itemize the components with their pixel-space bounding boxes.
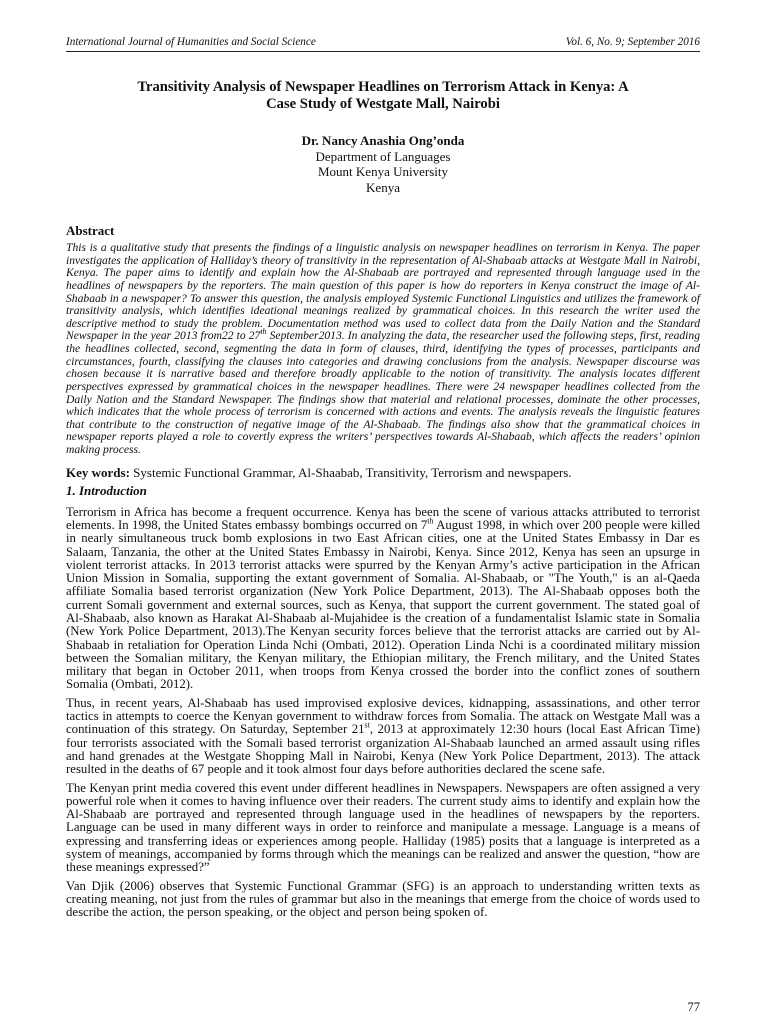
keywords [66,465,700,480]
journal-name: International Journal of Humanities and Social Science [66,36,316,48]
author-department: Department of Languages [315,148,451,164]
paragraph-2-part-b: , 2013 at approximately 12:30 hours (local East African Time) four terrorists associated with the Somali based terrorist organization Al-Shabaab launched an armed assault using rifles and hand grenades at the Westgate Shopping Mall in Nairobi, Kenya (New York Police Department, 2013). The attack resulted in the deaths of 67 people and it took almost four days before authorities declared the scene safe. [66,722,700,777]
paragraph-2-part-a: Thus, in recent years, Al-Shabaab has used improvised explosive devices, kidnapping, assassinations, and other terror tactics in attempts to coerce the Kenyan government to withdraw forces from Somalia. The attack on Westgate Mall was a continuation of this strategy. On Saturday, September 21 [66,695,700,737]
paragraph-2 [66,697,700,777]
paragraph-1 [66,506,700,692]
title-line-1: Transitivity Analysis of Newspaper Headlines on Terrorism Attack in Kenya: A [137,79,629,95]
author-block [66,133,700,195]
paper-title [66,79,700,113]
author-university: Mount Kenya University [318,164,448,179]
abstract-text-part-a: This is a qualitative study that presents the findings of a linguistic analysis on newspaper headlines on terrorism in Kenya. The paper investigates the application of Halliday’s theory of transitivity in the representation of Al-Shabaab attacks at Westgate Mall in Nairobi, Kenya. The paper aims to identify and explain how the Al-Shabaab are portrayed and represented through language used in the headlines of newspapers by the reporters. The main question of this paper is how do reporters in Kenya construct the image of Al-Shabaab in a newspaper? To answer this question, the analysis employed Systemic Functional Linguistics and utilizes the framework of transitivity analysis, which identifies ideational meanings realized by grammatical choices. In this research the writer used the descriptive method to study the problem. Documentation method was used to collect data from the Daily Nation and the Standard Newspaper in the year 2013 from22 to 27 [66,241,700,343]
paragraph-4: Van Djik (2006) observes that Systemic Functional Grammar (SFG) is an approach to understanding written texts as creating meaning, not just from the rules of grammar but also in the meanings that emerge from the choice of words used to describe the action, the person speaking, or the object and person being spoken of. [66,878,700,920]
title-line-2: Case Study of Westgate Mall, Nairobi [266,96,500,112]
abstract-superscript: th [260,327,267,337]
paragraph-1-part-b: August 1998, in which over 200 people were killed in nearly simultaneous truck bomb explosions in two East African cities, one at the United States Embassy in Dar es Salaam, Tanzania, the other at the United States Embassy in Nairobi, Kenya. Since 2012, Kenya has seen an upsurge in violent terrorist attacks. In 2013 terrorist attacks were spurred by the Kenyan Army’s active participation in the African Union Mission in Somalia, supporting the extant government of Somalia. Al-Shabaab, or "The Youth," is an al-Qaeda affiliate Somalia based terrorist organization (New York Police Department, 2013). The Al-Shabaab opposes both the current Somali government and external sources, such as Kenya, that support the current government. The stated goal of Al-Shabaab, also known as Harakat Al-Shabaab al-Mujahidee is the creation of a fundamentalist Islamic state in Somalia (New York Police Department, 2013).The Kenyan security forces believe that the terrorist attacks are carried out by Al-Shabaab in retaliation for Operation Linda Nchi (Ombati, 2012). Operation Linda Nchi is a coordinated military mission between the Somalian military, the Kenyan military, the Ethiopian military, the French military, and the United States military that began in October 2011, when troops from Kenya crossed the border into the conflict zones of southern Somalia (Ombati, 2012). [66,517,700,692]
section-heading-introduction: 1. Introduction [66,482,147,498]
abstract-heading: Abstract [66,223,115,238]
author-country: Kenya [366,179,400,195]
abstract-text-part-b: September2013. In analyzing the data, the researcher used the following steps, first, reading the headlines collected, second, segmenting the data in form of clauses, third, identifying the types of processes, participants and circumstances, fourth, classifying the clauses into categories and drawing conclusions from the analysis. Newspaper discourse was chosen because it is narrative based and therefore broadly applicable to the notion of transitivity. The analysis locates different perspectives expressed by grammatical choices in the newspaper headlines. There were 24 newspaper headlines collected from the Daily Nation and the Standard Newspaper. The findings show that material and relational processes, dominate the other processes, which indicates that the whole process of terrorism is concerned with actions and events. The analysis reveals the linguistic features that contribute to the construction of negative image of the Al-Shabaab. The findings also show that the grammatical choices in newspaper reports played a role to covertly express the writers’ perspectives towards Al-Shabaab, which affects the readers’ opinion making process. [66,329,700,456]
volume-info: Vol. 6, No. 9; September 2016 [565,36,700,48]
author-name: Dr. Nancy Anashia Ong’onda [301,133,465,148]
paragraph-3: The Kenyan print media covered this event under different headlines in Newspapers. Newspapers are often assigned a very powerful role when it comes to having influence over their readers. The current study aims to identify and explain how the Al-Shabaab are portrayed and represented through language used in the headlines of newspapers by the reporters. Language can be used in many different ways in order to reinforce and manipulate a message. Language is a means of expressing and transferring ideas or experiences among people. Halliday (1985) posits that a language is interpreted as a system of meanings, accompanied by forms through which the meanings can be realized and answer the question, “how are these meanings expressed?” [66,780,700,875]
abstract-text [66,242,700,457]
paragraph-1-part-a: Terrorism in Africa has become a frequent occurrence. Kenya has been the scene of various attacks attributed to terrorist elements. In 1998, the United States embassy bombings occurred on 7 [66,504,700,532]
page-number: 77 [687,1000,700,1014]
keywords-text: Systemic Functional Grammar, Al-Shaabab, Transitivity, Terrorism and newspapers. [133,464,572,480]
running-header [66,36,700,52]
keywords-label: Key words: [66,464,130,480]
paragraph-2-superscript: st [364,721,370,731]
paper-page [66,36,700,920]
paragraph-1-superscript: th [427,516,434,526]
